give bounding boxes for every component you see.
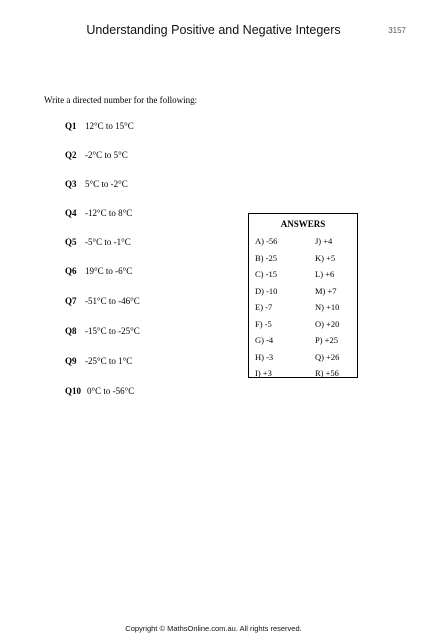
answer-g: G) -4 [255,335,274,345]
answer-e: E) -7 [255,302,273,312]
question-1 [65,121,134,131]
answer-m: M) +7 [315,286,337,296]
question-text: 0°C to -56°C [87,386,135,396]
question-number: Q5 [65,237,77,247]
question-number: Q4 [65,208,77,218]
question-10 [65,386,134,396]
document-code: 3157 [388,26,406,35]
question-number: Q8 [65,326,77,336]
question-text: -2°C to 5°C [85,150,128,160]
answer-k: K) +5 [315,253,336,263]
question-6 [65,266,132,276]
question-number: Q1 [65,121,77,131]
answer-o: O) +20 [315,319,340,329]
question-2 [65,150,128,160]
answer-a: A) -56 [255,236,278,246]
question-7 [65,296,140,306]
question-number: Q2 [65,150,77,160]
question-4 [65,208,132,218]
answer-p: P) +25 [315,335,338,345]
question-3 [65,179,128,189]
answer-r: R) +56 [315,368,339,378]
page-title: Understanding Positive and Negative Integers [86,23,341,37]
question-9 [65,356,132,366]
question-text: -12°C to 8°C [85,208,133,218]
question-number: Q9 [65,356,77,366]
question-text: 5°C to -2°C [85,179,128,189]
question-5 [65,237,131,247]
answer-h: H) -3 [255,352,274,362]
answer-q: Q) +26 [315,352,340,362]
answers-title: ANSWERS [280,219,326,229]
question-8 [65,326,140,336]
answer-d: D) -10 [255,286,278,296]
question-number: Q6 [65,266,77,276]
question-text: 12°C to 15°C [85,121,134,131]
answer-l: L) +6 [315,269,335,279]
question-number: Q7 [65,296,77,306]
answer-n: N) +10 [315,302,340,312]
answer-j: J) +4 [315,236,333,246]
question-text: -25°C to 1°C [85,356,133,366]
question-number: Q10 [65,386,82,396]
answer-b: B) -25 [255,253,277,263]
answer-i: I) +3 [255,368,272,378]
question-text: -51°C to -46°C [85,296,140,306]
copyright-footer: Copyright © MathsOnline.com.au. All rights reserved. [125,624,302,633]
answer-f: F) -5 [255,319,272,329]
question-number: Q3 [65,179,77,189]
question-text: -5°C to -1°C [85,237,131,247]
question-text: 19°C to -6°C [85,266,133,276]
answer-c: C) -15 [255,269,277,279]
instruction-text: Write a directed number for the following: [44,95,198,105]
question-text: -15°C to -25°C [85,326,140,336]
answers-box [248,213,358,378]
